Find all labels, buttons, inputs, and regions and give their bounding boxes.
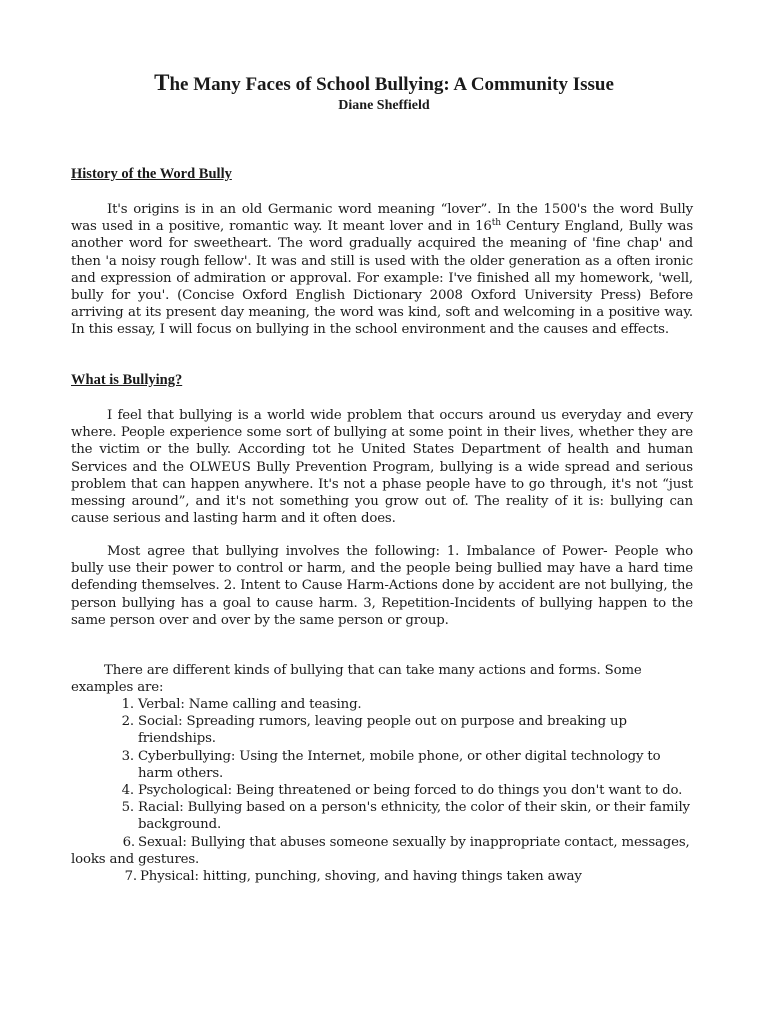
list-item [71, 713, 693, 747]
document-author: Diane Sheffield [338, 98, 430, 113]
list-item [71, 782, 693, 799]
bullying-paragraph-1: I feel that bullying is a world wide problem that occurs around us everyday and every where. People experience some sort of bullying at some point in their lives, whether they are the victim or the bully. According tot he United States Department of health and human Services and the OLWEUS Bully Prevention Program, bullying is a wide spread and serious problem that can happen anywhere. It's not a phase people have to go through, it's not “just messing around”, and it's not something you grow out of. The reality of it is: bullying can cause serious and lasting harm and it often does. [71, 408, 693, 527]
list-item-text: Verbal: Name calling and teasing. [138, 697, 362, 712]
history-text-part2: Century England, Bully was another word for sweetheart. The word gradually acquired the meaning of 'fine chap' and then 'a noisy rough fellow'. It was and still is used with the older generation as a often ironic and expression of admiration or approval. For example: I've finished all my homework, 'well, bully for you'. (Concise Oxford English Dictionary 2008 Oxford University Press) Before arriving at its present day meaning, the word was kind, soft and welcoming in a positive way. In this essay, I will focus on bullying in the school environment and the causes and effects. [71, 219, 693, 338]
list-number: 2. [121, 714, 134, 730]
list-item [71, 868, 693, 885]
list-item [71, 799, 693, 833]
list-item-text: Physical: hitting, punching, shoving, and having things taken away [140, 869, 582, 885]
document-title [0, 71, 768, 97]
list-item [71, 748, 693, 782]
section-heading-history: History of the Word Bully [71, 166, 232, 182]
list-item [71, 834, 693, 868]
list-item-text: Cyberbullying: Using the Internet, mobile phone, or other digital technology to harm others. [138, 748, 661, 781]
bullying-paragraph-2: Most agree that bullying involves the following: 1. Imbalance of Power- People who bully use their power to control or harm, and the people being bullied may have a hard time defending themselves. 2. Intent to Cause Harm-Actions done by accident are not bullying, the person bullying has a goal to cause harm. 3, Repetition-Incidents of bullying happen to the same person over and over by the same person or group. [71, 544, 693, 628]
kinds-of-bullying-list [71, 696, 693, 885]
list-number: 3. [121, 748, 134, 764]
list-number: 5. [121, 800, 134, 816]
section-heading-what-is-bullying: What is Bullying? [71, 372, 183, 388]
list-item-text: Social: Spreading rumors, leaving people out on purpose and breaking up friendships. [138, 714, 627, 747]
history-text-part1: It's origins is in an old Germanic word meaning “lover”. In the 1500's the word Bully was used in a positive, romantic way. It meant lover and in 16 [71, 202, 693, 235]
list-number: 4. [121, 783, 134, 799]
title-initial: T [154, 70, 170, 95]
list-item-text: Psychological: Being threatened or being forced to do things you don't want to do. [138, 783, 683, 799]
history-paragraph [71, 201, 693, 339]
list-item-text: Racial: Bullying based on a person's ethnicity, the color of their skin, or their family background. [138, 800, 690, 833]
kinds-intro-paragraph: There are different kinds of bullying that can take many actions and forms. Some examples are: [71, 663, 642, 696]
list-item [71, 696, 693, 713]
list-number: 1. [121, 697, 134, 712]
list-item-text: Sexual: Bullying that abuses someone sexually by inappropriate contact, messages, looks and gestures. [71, 834, 690, 867]
list-number: 6. [122, 834, 135, 850]
title-text: he Many Faces of School Bullying: A Community Issue [169, 74, 614, 95]
ordinal-superscript: th [491, 218, 501, 229]
list-number: 7. [124, 869, 137, 885]
